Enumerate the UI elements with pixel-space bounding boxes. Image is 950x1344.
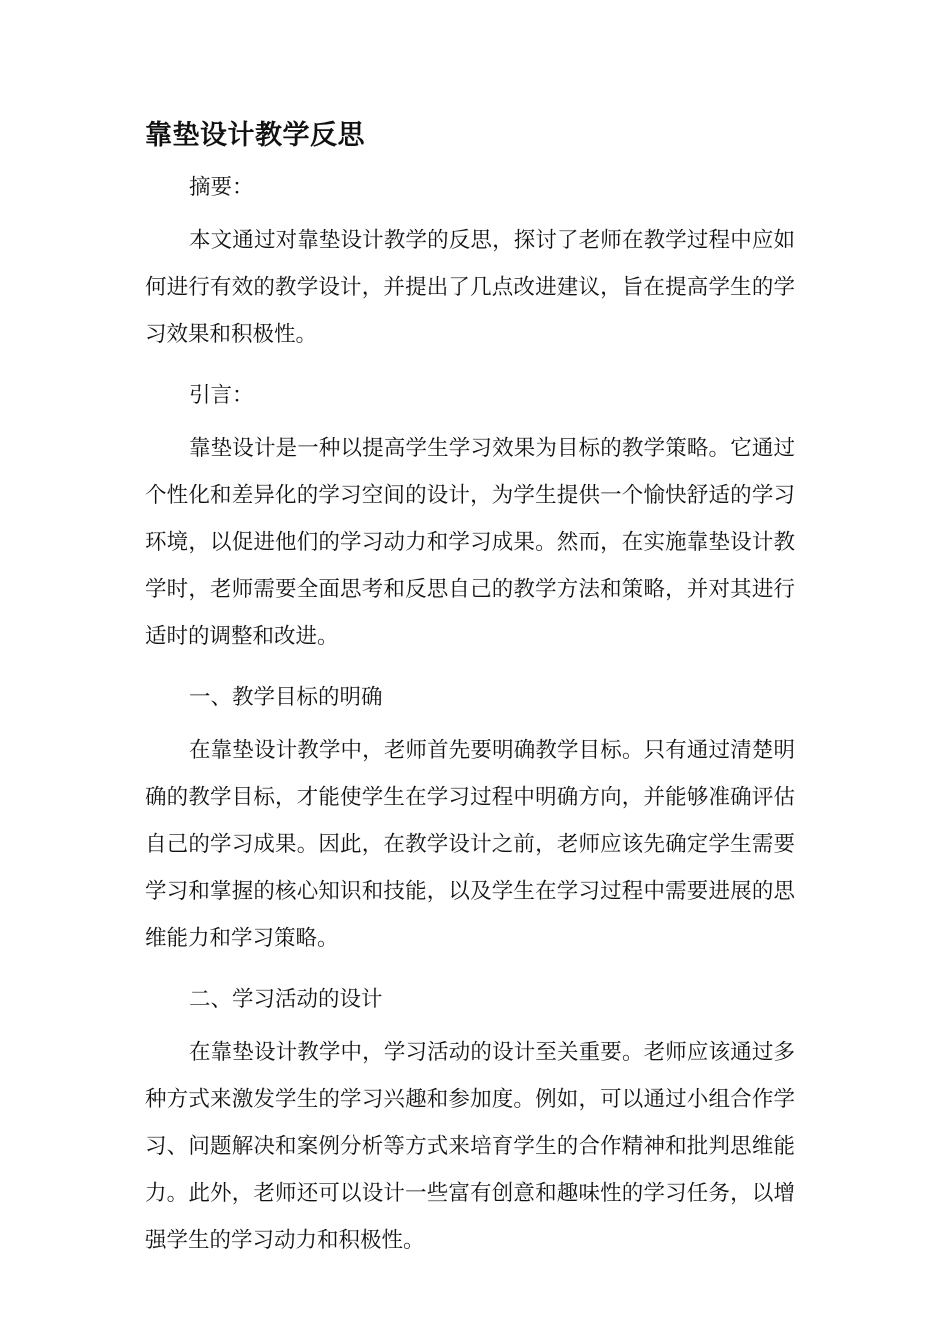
document-body — [145, 114, 795, 1264]
section2-heading: 二、学习活动的设计 — [189, 987, 383, 1012]
section1-paragraph: 在靠垫设计教学中，老师首先要明确教学目标。只有通过清楚明确的教学目标，才能使学生在学习过程中明确方向，并能够准确评估自己的学习成果。因此，在教学设计之前，老师应该先确定学生需要学习和掌握的核心知识和技能，以及学生在学习过程中需要进展的思维能力和学习策略。 — [145, 738, 795, 951]
abstract-heading: 摘要： — [189, 175, 254, 200]
section1-heading: 一、教学目标的明确 — [189, 685, 383, 710]
document-title: 靠垫设计教学反思 — [145, 120, 365, 151]
abstract-paragraph: 本文通过对靠垫设计教学的反思，探讨了老师在教学过程中应如何进行有效的教学设计，并提出了几点改进建议，旨在提高学生的学习效果和积极性。 — [145, 228, 795, 347]
section2-paragraph: 在靠垫设计教学中，学习活动的设计至关重要。老师应该通过多种方式来激发学生的学习兴趣和参加度。例如，可以通过小组合作学习、问题解决和案例分析等方式来培育学生的合作精神和批判思维能力。此外，老师还可以设计一些富有创意和趣味性的学习任务，以增强学生的学习动力和积极性。 — [145, 1040, 795, 1253]
intro-paragraph: 靠垫设计是一种以提高学生学习效果为目标的教学策略。它通过个性化和差异化的学习空间的设计，为学生提供一个愉快舒适的学习环境，以促进他们的学习动力和学习成果。然而，在实施靠垫设计教学时，老师需要全面思考和反思自己的教学方法和策略，并对其进行适时的调整和改进。 — [145, 436, 795, 649]
intro-heading: 引言： — [189, 383, 254, 408]
